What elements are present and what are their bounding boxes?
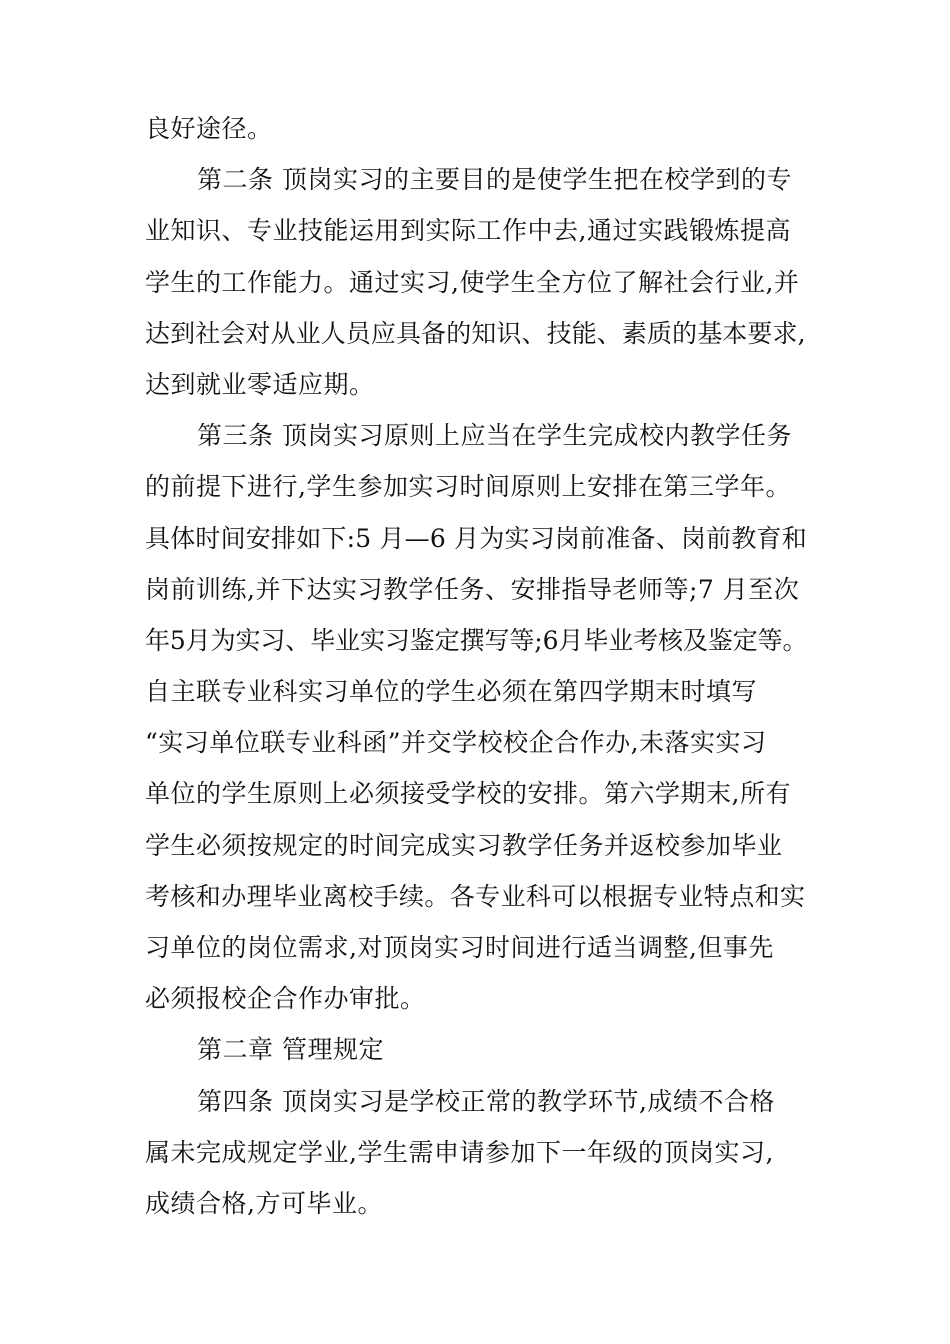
text-line: “实习单位联专业科函”并交学校校企合作办,未落实实习 bbox=[145, 728, 767, 758]
text-line: 年5月为实习、毕业实习鉴定撰写等;6月毕业考核及鉴定等。 bbox=[145, 625, 808, 655]
text-line: 第二条 顶岗实习的主要目的是使学生把在校学到的专 bbox=[197, 165, 792, 195]
text-line: 习单位的岗位需求,对顶岗实习时间进行适当调整,但事先 bbox=[145, 933, 774, 962]
text-line: 具体时间安排如下:5 月—6 月为实习岗前准备、岗前教育和 bbox=[145, 523, 807, 553]
text-line: 自主联专业科实习单位的学生必须在第四学期末时填写 bbox=[145, 677, 758, 707]
text-line: 成绩合格,方可毕业。 bbox=[145, 1188, 383, 1218]
chapter-heading: 第二章 管理规定 bbox=[197, 1035, 384, 1065]
text-line: 岗前训练,并下达实习教学任务、安排指导老师等;7 月至次 bbox=[145, 574, 800, 604]
text-line: 的前提下进行,学生参加实习时间原则上安排在第三学年。 bbox=[145, 472, 791, 502]
text-line: 单位的学生原则上必须接受学校的安排。第六学期末,所有 bbox=[145, 779, 791, 809]
text-line: 业知识、专业技能运用到实际工作中去,通过实践锻炼提高 bbox=[145, 216, 791, 246]
text-line: 第四条 顶岗实习是学校正常的教学环节,成绩不合格 bbox=[197, 1086, 775, 1116]
text-line: 属未完成规定学业,学生需申请参加下一年级的顶岗实习, bbox=[145, 1137, 774, 1167]
text-line: 考核和办理毕业离校手续。各专业科可以根据专业特点和实 bbox=[145, 881, 806, 911]
document-body bbox=[145, 103, 807, 1229]
text-line: 学生必须按规定的时间完成实习教学任务并返校参加毕业 bbox=[145, 830, 783, 860]
text-line: 达到就业零适应期。 bbox=[145, 369, 375, 399]
text-line: 达到社会对从业人员应具备的知识、技能、素质的基本要求, bbox=[145, 318, 806, 348]
text-line: 第三条 顶岗实习原则上应当在学生完成校内教学任务 bbox=[197, 421, 792, 451]
text-line: 必须报校企合作办审批。 bbox=[145, 984, 426, 1014]
text-line: 良好途径。 bbox=[145, 114, 273, 143]
text-line: 学生的工作能力。通过实习,使学生全方位了解社会行业,并 bbox=[145, 267, 800, 297]
